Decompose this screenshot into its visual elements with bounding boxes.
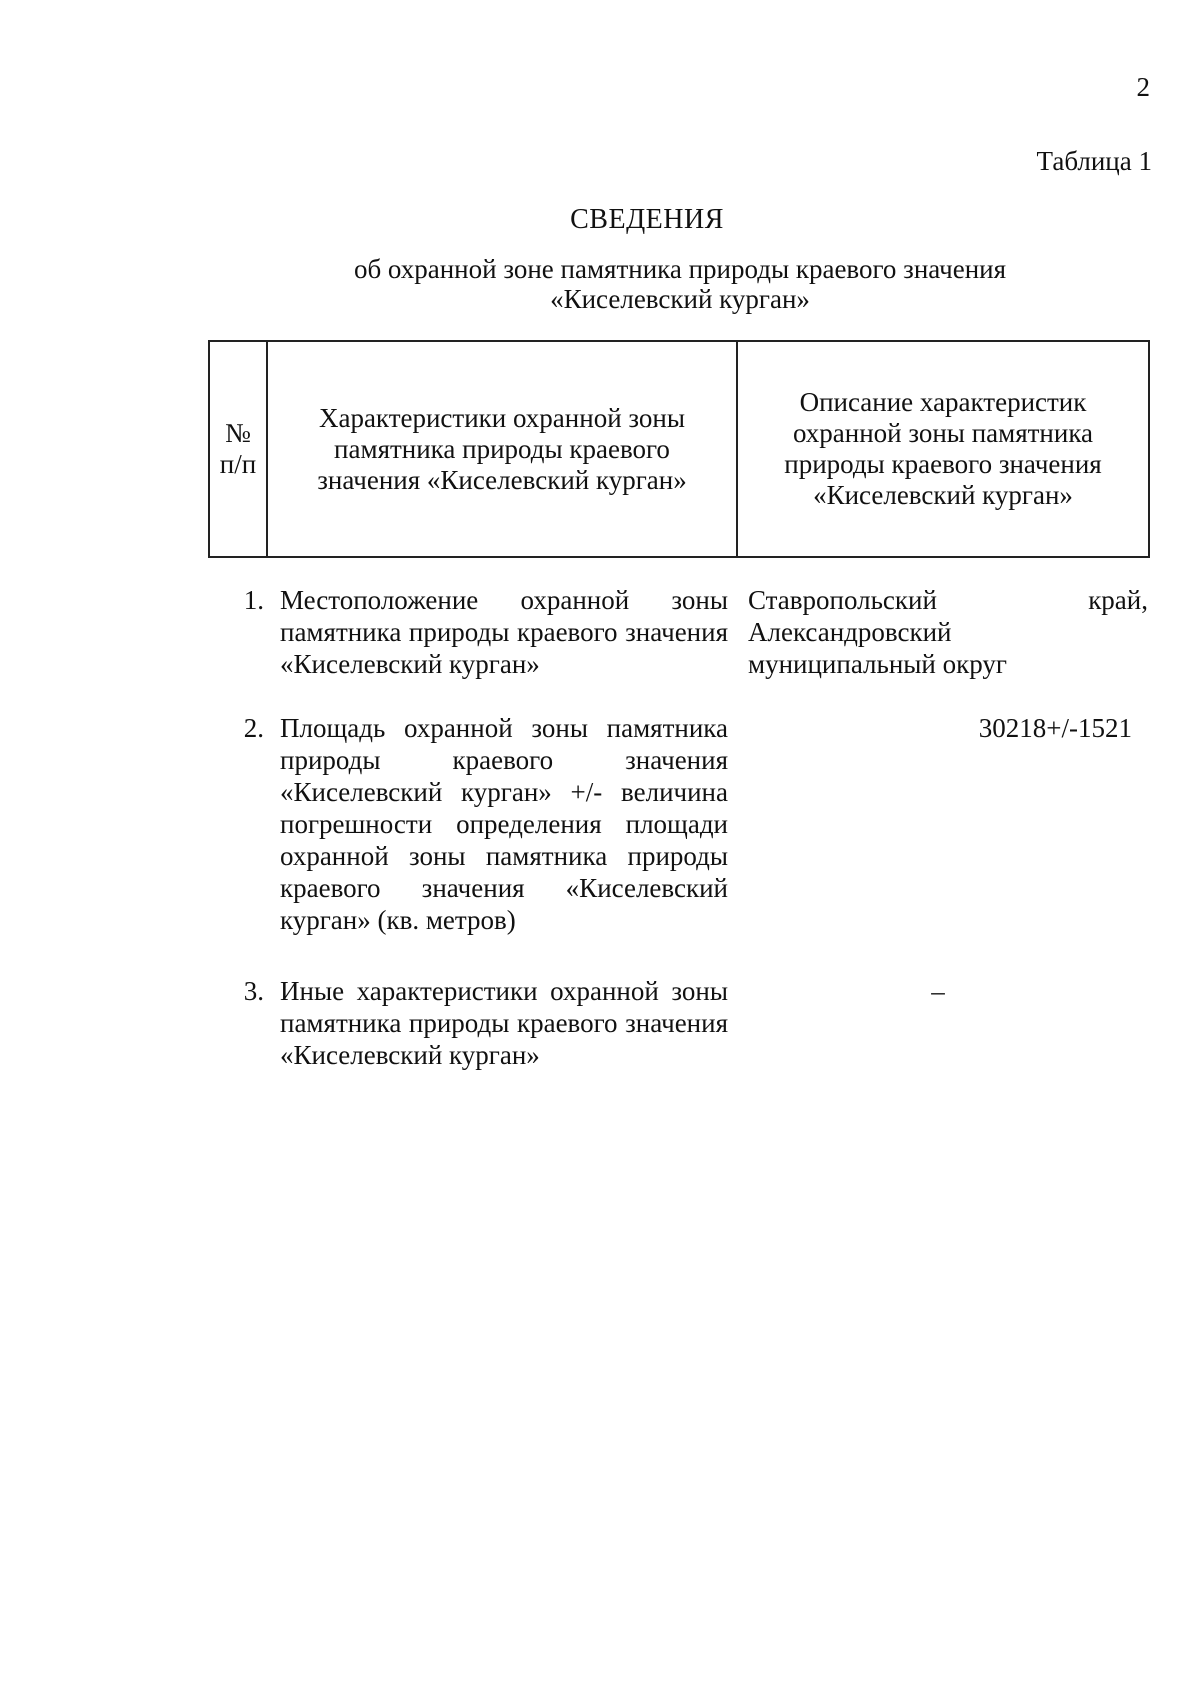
row-description-word-2: край, (1088, 585, 1148, 615)
row-description (748, 584, 1148, 680)
document-subtitle (300, 254, 1060, 314)
row-description-line-2: Александровский (748, 617, 952, 647)
header-desc-line-4: «Киселевский курган» (813, 480, 1073, 510)
header-char-line-2: памятника природы краевого (334, 433, 670, 464)
row-characteristic: Местоположение охранной зоны памятника природы краевого значения «Киселевский курган» (280, 585, 728, 679)
subtitle-line-2: «Киселевский курган» (550, 284, 810, 314)
row-description-word-1: Ставропольский (748, 585, 937, 615)
row-characteristic: Иные характеристики охранной зоны памятника природы краевого значения «Киселевский курган» (280, 976, 728, 1070)
row-description: 30218+/-1521 (978, 713, 1132, 743)
row-characteristic: Площадь охранной зоны памятника природы краевого значения «Киселевский курган» +/- величина погрешности определения площади охранной зоны памятника природы краевого значения «Киселевский курган» (кв. метров) (280, 713, 728, 935)
row-index: 3. (243, 976, 264, 1006)
header-number-sign: № (225, 418, 251, 448)
page-number: 2 (1136, 72, 1150, 102)
header-cell-characteristics (268, 342, 738, 556)
subtitle-line-1: об охранной зоне памятника природы краевого значения (353, 254, 1007, 284)
header-char-line-1: Характеристики охранной зоны (318, 402, 685, 433)
document-title: СВЕДЕНИЯ (570, 204, 724, 235)
header-cell-number (210, 342, 268, 556)
header-desc-line-1: Описание характеристик (799, 387, 1087, 417)
row-index: 2. (243, 713, 264, 743)
header-cell-description (738, 342, 1148, 556)
header-desc-line-2: охранной зоны памятника (792, 418, 1094, 448)
row-index: 1. (243, 585, 264, 615)
header-char-line-3: значения «Киселевский курган» (317, 464, 687, 495)
table-label: Таблица 1 (1036, 146, 1152, 176)
header-desc-line-3: природы краевого значения (784, 449, 1102, 479)
row-description-line-3: муниципальный округ (748, 649, 1007, 679)
table-header (208, 340, 1150, 558)
header-number-abbrev: п/п (219, 449, 257, 479)
row-description: – (931, 976, 945, 1006)
